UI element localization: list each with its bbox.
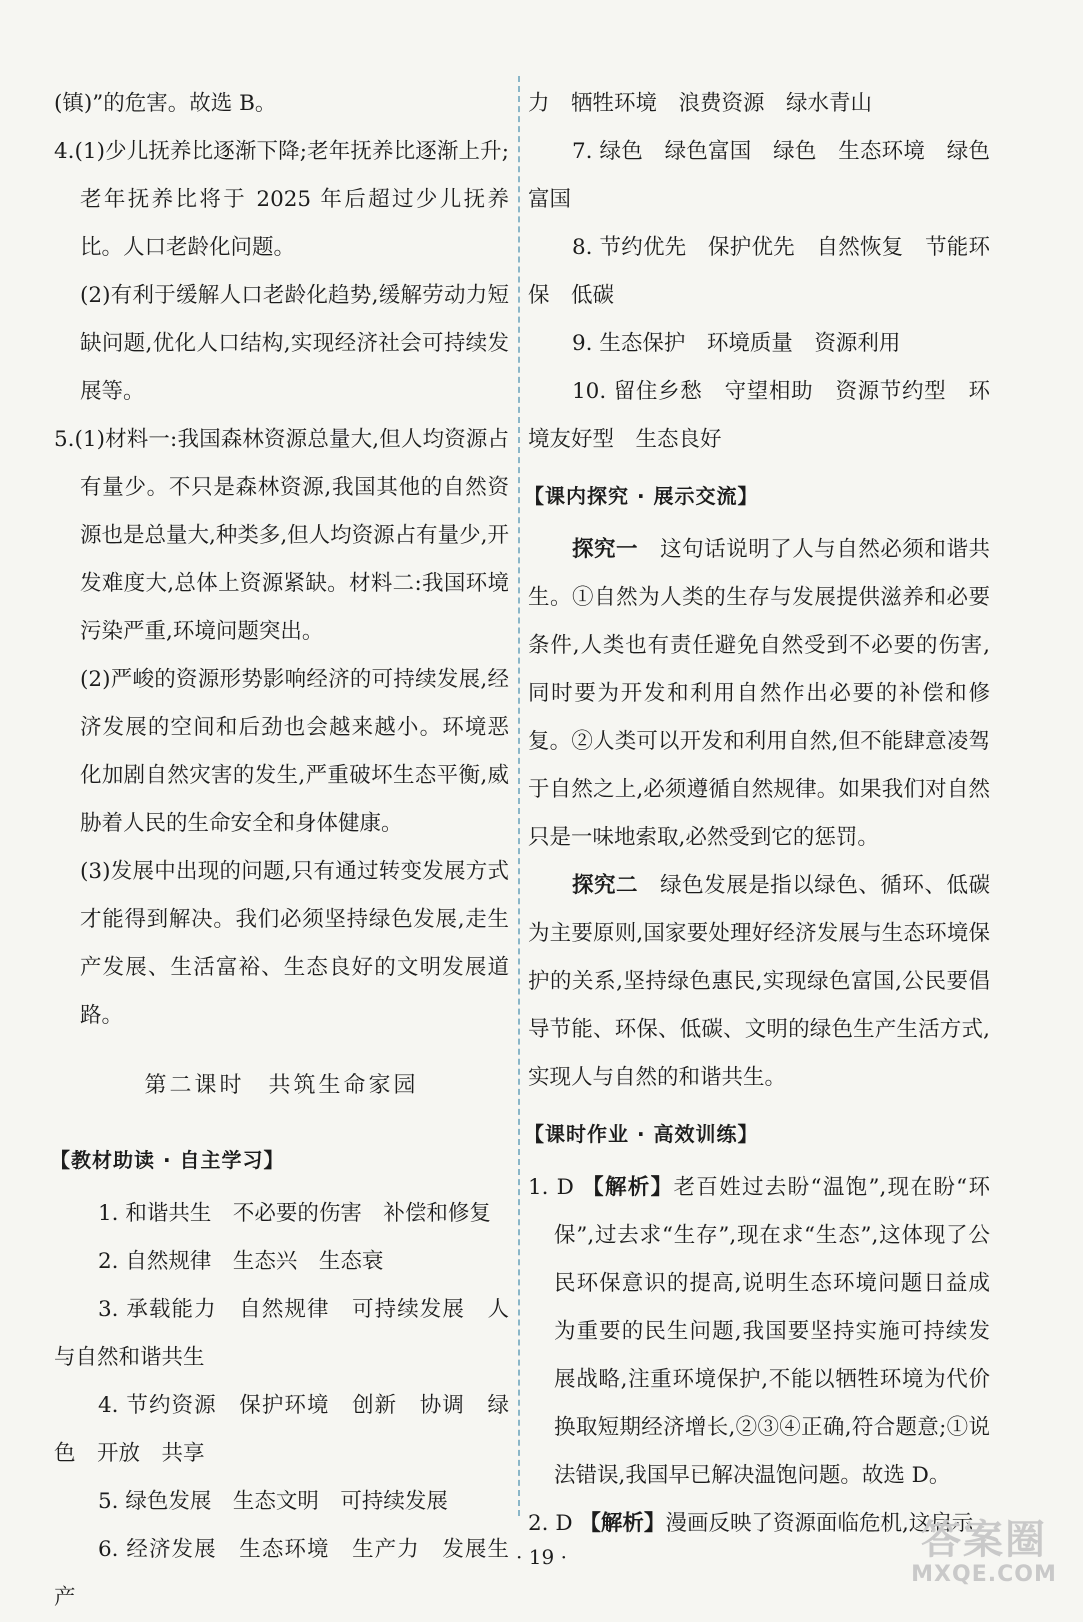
homework-1-choice: 1. D xyxy=(528,1175,583,1200)
fill-answer-6-continued: 力 牺牲环境 浪费资源 绿水青山 xyxy=(528,91,873,116)
lesson-number: 第二课时 xyxy=(144,1073,245,1098)
answer-5-part-1: 5.(1)材料一:我国森林资源总量大,但人均资源占有量少。不只是森林资源,我国其他的自然资源也是总量大,种类多,但人均资源占有量少,开发难度大,总体上资源紧缺。材料二:我国环境污染严重,环境问题突出。 xyxy=(54,427,510,644)
fill-answer-6: 6. 经济发展 生态环境 生产力 发展生产 xyxy=(54,1537,509,1610)
homework-answer-1 xyxy=(528,1164,990,1500)
fill-answer-4: 4. 节约资源 保护环境 创新 协调 绿色 开放 共享 xyxy=(54,1393,509,1466)
page-number: · 19 · xyxy=(516,1545,567,1569)
homework-1-analysis-label: 【解析】 xyxy=(582,1175,674,1200)
inquiry-2 xyxy=(528,862,990,1102)
lesson-name: 共筑生命家园 xyxy=(268,1073,419,1098)
continued-answer: (镇)”的危害。故选 B。 xyxy=(54,91,277,116)
right-column xyxy=(524,80,991,1548)
inquiry-1 xyxy=(528,526,990,862)
watermark-logo-text: 答案圈 xyxy=(921,1517,1047,1563)
section-heading-homework: 【课时作业 · 高效训练】 xyxy=(524,1122,759,1146)
section-heading-textbook-reading: 【教材助读 · 自主学习】 xyxy=(50,1148,285,1172)
fill-answer-3: 3. 承载能力 自然规律 可持续发展 人与自然和谐共生 xyxy=(54,1297,509,1370)
inquiry-2-label: 探究二 xyxy=(572,873,639,898)
section-heading-class-inquiry: 【课内探究 · 展示交流】 xyxy=(524,484,759,508)
answer-5-part-2: (2)严峻的资源形势影响经济的可持续发展,经济发展的空间和后劲也会越来越小。环境恶化加剧自然灾害的发生,严重破坏生态平衡,威胁着人民的生命安全和身体健康。 xyxy=(80,667,509,836)
homework-2-analysis-label: 【解析】 xyxy=(579,1511,666,1536)
fill-answer-10: 10. 留住乡愁 守望相助 资源节约型 环境友好型 生态良好 xyxy=(528,379,990,452)
fill-answer-5: 5. 绿色发展 生态文明 可持续发展 xyxy=(98,1489,448,1514)
answer-5-part-3: (3)发展中出现的问题,只有通过转变发展方式才能得到解决。我们必须坚持绿色发展,走生产发展、生活富裕、生态良好的文明发展道路。 xyxy=(80,859,509,1028)
fill-answer-7: 7. 绿色 绿色富国 绿色 生态环境 绿色富国 xyxy=(528,139,990,212)
inquiry-2-text: 绿色发展是指以绿色、循环、低碳为主要原则,国家要处理好经济发展与生态环境保护的关系,坚持绿色惠民,实现绿色富国,公民要倡导节能、环保、低碳、文明的绿色生产生活方式,实现人与自然的和谐共生。 xyxy=(528,873,990,1090)
left-column xyxy=(50,80,510,1622)
fill-answer-8: 8. 节约优先 保护优先 自然恢复 节能环保 低碳 xyxy=(528,235,990,308)
answer-4-part-2: (2)有利于缓解人口老龄化趋势,缓解劳动力短缺问题,优化人口结构,实现经济社会可持续发展等。 xyxy=(80,283,509,404)
watermark-logo xyxy=(899,1517,1069,1590)
homework-1-analysis: 老百姓过去盼“温饱”,现在盼“环保”,过去求“生存”,现在求“生态”,这体现了公民环保意识的提高,说明生态环境问题日益成为重要的民生问题,我国要坚持实施可持续发展战略,注重环境保护,不能以牺牲环境为代价换取短期经济增长,②③④正确,符合题意;①说法错误,我国早已解决温饱问题。故选 D。 xyxy=(554,1175,991,1488)
inquiry-1-label: 探究一 xyxy=(572,537,639,562)
fill-answer-9: 9. 生态保护 环境质量 资源利用 xyxy=(572,331,901,356)
lesson-title xyxy=(54,1062,509,1110)
inquiry-1-text: 这句话说明了人与自然必须和谐共生。①自然为人类的生存与发展提供滋养和必要条件,人类也有责任避免自然受到不必要的伤害,同时要为开发和利用自然作出必要的补偿和修复。②人类可以开发和利用自然,但不能肆意凌驾于自然之上,必须遵循自然规律。如果我们对自然只是一味地索取,必然受到它的惩罚。 xyxy=(528,537,990,850)
homework-2-analysis: 漫画反映了资源面临危机,这启示 xyxy=(665,1511,974,1536)
homework-2-choice: 2. D xyxy=(528,1511,580,1536)
fill-answer-1: 1. 和谐共生 不必要的伤害 补偿和修复 xyxy=(98,1201,491,1226)
fill-answer-2: 2. 自然规律 生态兴 生态衰 xyxy=(98,1249,384,1274)
watermark-url: MXQE.COM xyxy=(911,1562,1057,1587)
answer-4-part-1: 4.(1)少儿抚养比逐渐下降;老年抚养比逐渐上升;老年抚养比将于 2025 年后超过少儿抚养比。人口老龄化问题。 xyxy=(54,139,509,260)
column-divider xyxy=(518,76,520,1516)
